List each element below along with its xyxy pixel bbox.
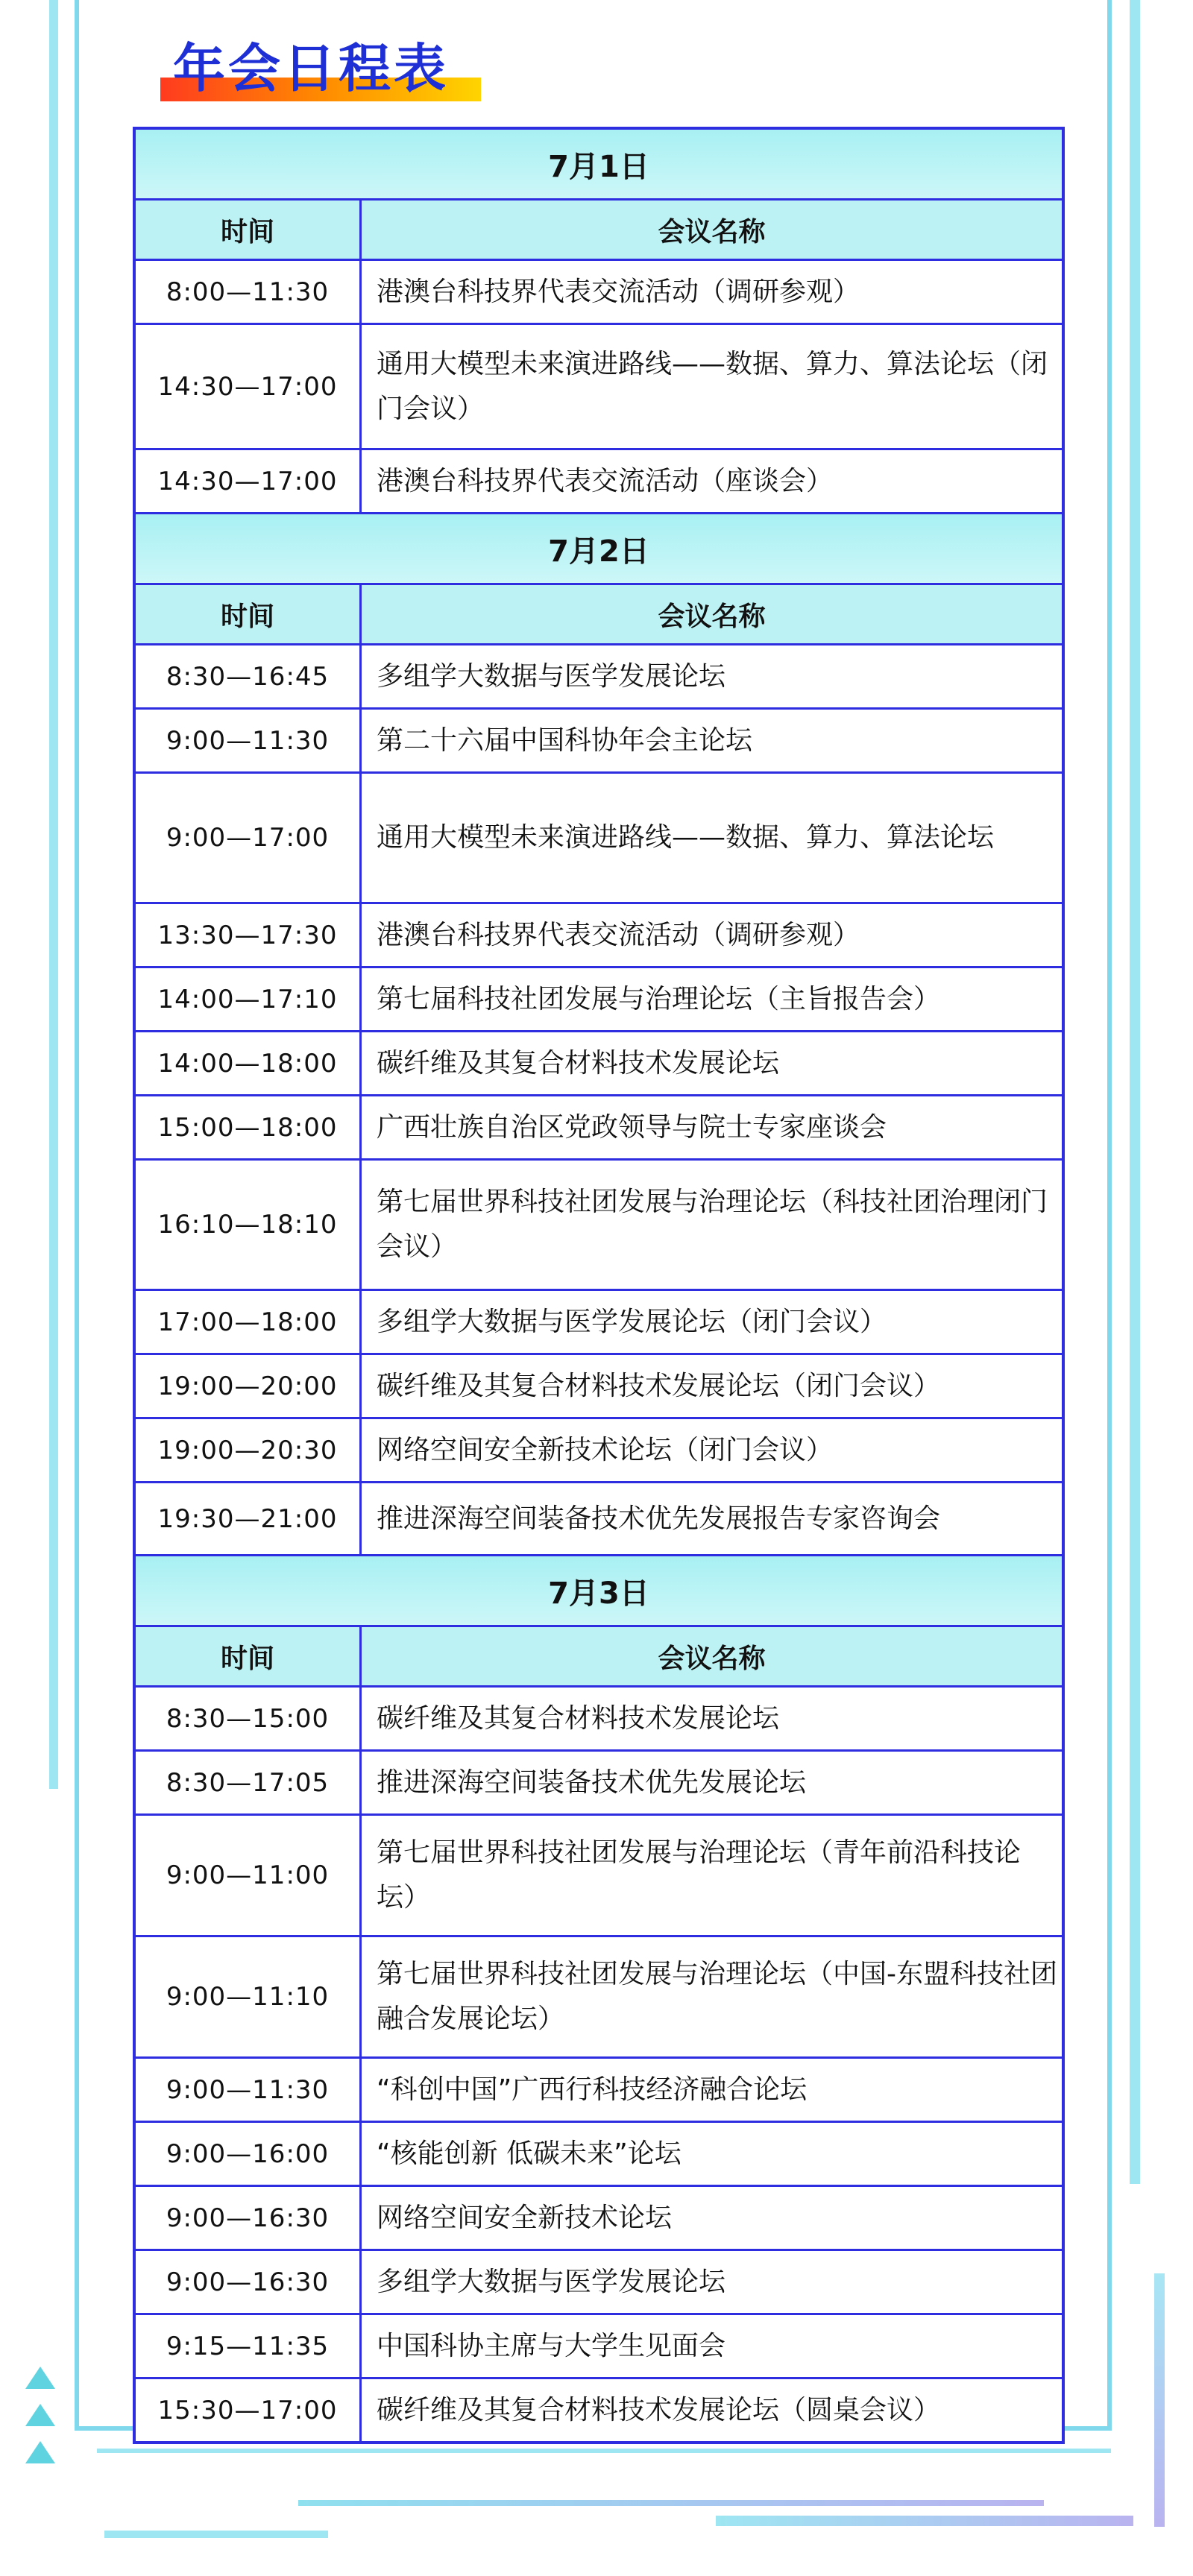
day-section <box>136 1556 1062 2441</box>
table-row <box>136 2379 1062 2441</box>
table-row <box>136 1937 1062 2059</box>
meeting-name-cell: 第七届世界科技社团发展与治理论坛（中国-东盟科技社团融合发展论坛） <box>377 1959 1057 2034</box>
column-header-name: 会议名称 <box>658 216 766 247</box>
time-cell: 16:10—18:10 <box>136 1161 362 1289</box>
time-cell: 14:30—17:00 <box>136 450 362 512</box>
table-row <box>136 1291 1062 1355</box>
meeting-name-cell: 第二十六届中国科协年会主论坛 <box>377 724 753 756</box>
meeting-name-cell: 第七届世界科技社团发展与治理论坛（科技社团治理闭门会议） <box>377 1187 1048 1262</box>
time-cell: 17:00—18:00 <box>136 1291 362 1353</box>
day-section <box>136 514 1062 1556</box>
time-cell: 9:00—16:30 <box>136 2187 362 2249</box>
meeting-name-cell: 港澳台科技界代表交流活动（调研参观） <box>377 276 860 307</box>
time-cell: 9:00—11:10 <box>136 1937 362 2056</box>
decorative-line <box>1154 2273 1165 2527</box>
table-row <box>136 1483 1062 1554</box>
day-header: 7月2日 <box>136 514 1062 585</box>
schedule-table <box>133 127 1065 2444</box>
table-row <box>136 1688 1062 1752</box>
decorative-line <box>75 0 79 2430</box>
decorative-line <box>104 2531 328 2538</box>
time-cell: 14:00—17:10 <box>136 968 362 1030</box>
time-cell: 19:00—20:30 <box>136 1419 362 1481</box>
time-cell: 9:00—11:30 <box>136 710 362 771</box>
meeting-name-cell: 多组学大数据与医学发展论坛（闭门会议） <box>377 1306 887 1337</box>
time-cell: 9:00—17:00 <box>136 774 362 902</box>
table-row <box>136 450 1062 512</box>
time-cell: 8:30—15:00 <box>136 1688 362 1749</box>
time-cell: 8:30—16:45 <box>136 645 362 707</box>
table-row <box>136 261 1062 325</box>
triangle-icon <box>25 2404 55 2426</box>
time-cell: 8:00—11:30 <box>136 261 362 323</box>
decorative-line <box>49 0 58 1789</box>
table-row <box>136 2315 1062 2379</box>
triangle-icon <box>25 2441 55 2463</box>
time-cell: 8:30—17:05 <box>136 1752 362 1813</box>
meeting-name-cell: 碳纤维及其复合材料技术发展论坛 <box>377 1702 780 1734</box>
page-title: 年会日程表 <box>173 38 449 99</box>
time-cell: 19:30—21:00 <box>136 1483 362 1554</box>
meeting-name-cell: 网络空间安全新技术论坛 <box>377 2202 673 2233</box>
column-header-row <box>136 201 1062 261</box>
meeting-name-cell: 推进深海空间装备技术优先发展论坛 <box>377 1767 807 1798</box>
table-row <box>136 774 1062 904</box>
column-header-name: 会议名称 <box>658 601 766 632</box>
time-cell: 9:15—11:35 <box>136 2315 362 2377</box>
column-header-time: 时间 <box>136 585 362 643</box>
meeting-name-cell: 多组学大数据与医学发展论坛 <box>377 660 726 692</box>
table-row <box>136 1816 1062 1937</box>
meeting-name-cell: “科创中国”广西行科技经济融合论坛 <box>377 2074 808 2105</box>
meeting-name-cell: 网络空间安全新技术论坛（闭门会议） <box>377 1434 834 1465</box>
table-row <box>136 2123 1062 2187</box>
table-row <box>136 710 1062 774</box>
meeting-name-cell: 港澳台科技界代表交流活动（座谈会） <box>377 465 834 496</box>
triangle-icon <box>25 2367 55 2389</box>
table-row <box>136 1752 1062 1816</box>
time-cell: 13:30—17:30 <box>136 904 362 966</box>
meeting-name-cell: 碳纤维及其复合材料技术发展论坛（闭门会议） <box>377 1370 941 1401</box>
table-row <box>136 904 1062 968</box>
table-row <box>136 1032 1062 1096</box>
table-row <box>136 2059 1062 2123</box>
time-cell: 9:00—11:30 <box>136 2059 362 2121</box>
day-header: 7月3日 <box>136 1556 1062 1627</box>
table-row <box>136 2187 1062 2251</box>
meeting-name-cell: 碳纤维及其复合材料技术发展论坛 <box>377 1047 780 1079</box>
meeting-name-cell: 多组学大数据与医学发展论坛 <box>377 2266 726 2297</box>
time-cell: 14:30—17:00 <box>136 325 362 448</box>
meeting-name-cell: 通用大模型未来演进路线——数据、算力、算法论坛 <box>377 822 995 853</box>
day-header: 7月1日 <box>136 130 1062 201</box>
time-cell: 19:00—20:00 <box>136 1355 362 1417</box>
table-row <box>136 645 1062 710</box>
meeting-name-cell: 中国科协主席与大学生见面会 <box>377 2330 726 2361</box>
meeting-name-cell: 港澳台科技界代表交流活动（调研参观） <box>377 919 860 950</box>
table-row <box>136 325 1062 450</box>
table-row <box>136 1161 1062 1291</box>
decorative-line <box>298 2500 1044 2506</box>
time-cell: 14:00—18:00 <box>136 1032 362 1094</box>
time-cell: 15:30—17:00 <box>136 2379 362 2441</box>
meeting-name-cell: 通用大模型未来演进路线——数据、算力、算法论坛（闭门会议） <box>377 348 1048 424</box>
meeting-name-cell: 碳纤维及其复合材料技术发展论坛（圆桌会议） <box>377 2394 941 2425</box>
column-header-time: 时间 <box>136 1627 362 1685</box>
table-row <box>136 1419 1062 1483</box>
column-header-time: 时间 <box>136 201 362 259</box>
decorative-line <box>97 2449 1111 2453</box>
decorative-line <box>716 2516 1133 2526</box>
decorative-line <box>1130 0 1140 2184</box>
time-cell: 9:00—16:30 <box>136 2251 362 2313</box>
meeting-name-cell: 第七届世界科技社团发展与治理论坛（青年前沿科技论坛） <box>377 1837 1022 1913</box>
day-section <box>136 130 1062 514</box>
table-row <box>136 2251 1062 2315</box>
column-header-name: 会议名称 <box>658 1643 766 1674</box>
table-row <box>136 1096 1062 1161</box>
meeting-name-cell: “核能创新 低碳未来”论坛 <box>377 2138 682 2169</box>
time-cell: 15:00—18:00 <box>136 1096 362 1158</box>
table-row <box>136 968 1062 1032</box>
meeting-name-cell: 广西壮族自治区党政领导与院士专家座谈会 <box>377 1111 887 1143</box>
time-cell: 9:00—11:00 <box>136 1816 362 1935</box>
time-cell: 9:00—16:00 <box>136 2123 362 2185</box>
meeting-name-cell: 第七届科技社团发展与治理论坛（主旨报告会） <box>377 983 941 1014</box>
decorative-line <box>1107 0 1112 2430</box>
table-row <box>136 1355 1062 1419</box>
column-header-row <box>136 1627 1062 1688</box>
column-header-row <box>136 585 1062 645</box>
meeting-name-cell: 推进深海空间装备技术优先发展报告专家咨询会 <box>377 1503 941 1534</box>
